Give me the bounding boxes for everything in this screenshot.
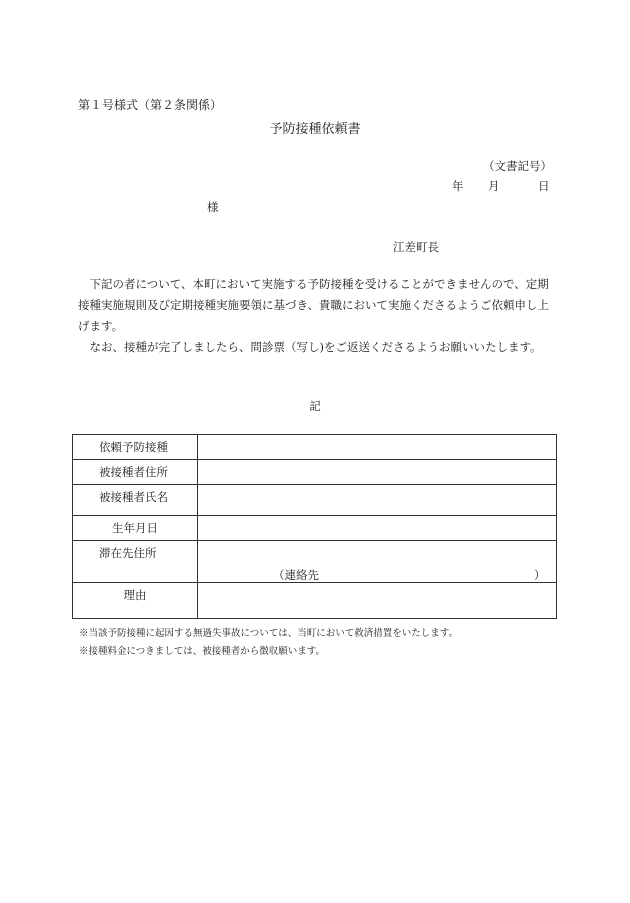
table-row (73, 583, 557, 619)
table-row (73, 435, 557, 460)
label-reason: 理由 (123, 588, 147, 602)
label-address: 被接種者住所 (99, 465, 168, 479)
label-vaccine: 依頼予防接種 (99, 440, 168, 454)
document-title: 予防接種依頼書 (269, 122, 361, 137)
table-label-cell (73, 460, 198, 485)
table-label-cell (73, 435, 198, 460)
label-name: 被接種者氏名 (99, 490, 168, 504)
request-body (78, 274, 554, 358)
value-birth[interactable] (198, 516, 557, 541)
table-row (73, 516, 557, 541)
date-year: 年 (452, 179, 464, 193)
note-relief: ※当該予防接種に起因する無過失事故については、当町において救済措置をいたします。 (79, 628, 459, 639)
table-row (73, 541, 557, 583)
value-name[interactable] (198, 485, 557, 516)
date-month: 月 (488, 179, 500, 193)
body-paragraph-1: 下記の者について、本町において実施する予防接種を受けることができませんので、定期接種実施規則及び定期接種実施要領に基づき、貴職において実施くださるようご依頼申し上げます。 (78, 277, 550, 333)
date-line (452, 178, 550, 194)
table-row (73, 485, 557, 516)
note-fee: ※接種料金につきましては、被接種者から徴収願います。 (79, 646, 326, 657)
table-label-cell (73, 516, 198, 541)
contact-open: （連絡先 (273, 568, 319, 582)
ki-heading: 記 (309, 399, 321, 413)
date-day: 日 (538, 179, 550, 193)
label-stay: 滞在先住所 (99, 546, 157, 560)
table-label-cell (73, 583, 198, 619)
document-number: （文書記号） (483, 159, 552, 173)
table-label-cell (73, 541, 198, 583)
value-address[interactable] (198, 460, 557, 485)
table-label-cell (73, 485, 198, 516)
label-birth: 生年月日 (112, 521, 158, 535)
addressee-suffix: 様 (207, 200, 219, 214)
contact-close: ） (534, 568, 546, 582)
value-stay[interactable] (198, 541, 557, 583)
request-table (72, 434, 557, 619)
table-row (73, 460, 557, 485)
form-number: 第１号様式（第２条関係） (78, 98, 223, 112)
body-paragraph-2: なお、接種が完了しましたら、問診票（写し)をご返送くださるようお願いいたします。 (89, 340, 542, 354)
sender-name: 江差町長 (393, 240, 439, 254)
value-vaccine[interactable] (198, 435, 557, 460)
value-reason[interactable] (198, 583, 557, 619)
